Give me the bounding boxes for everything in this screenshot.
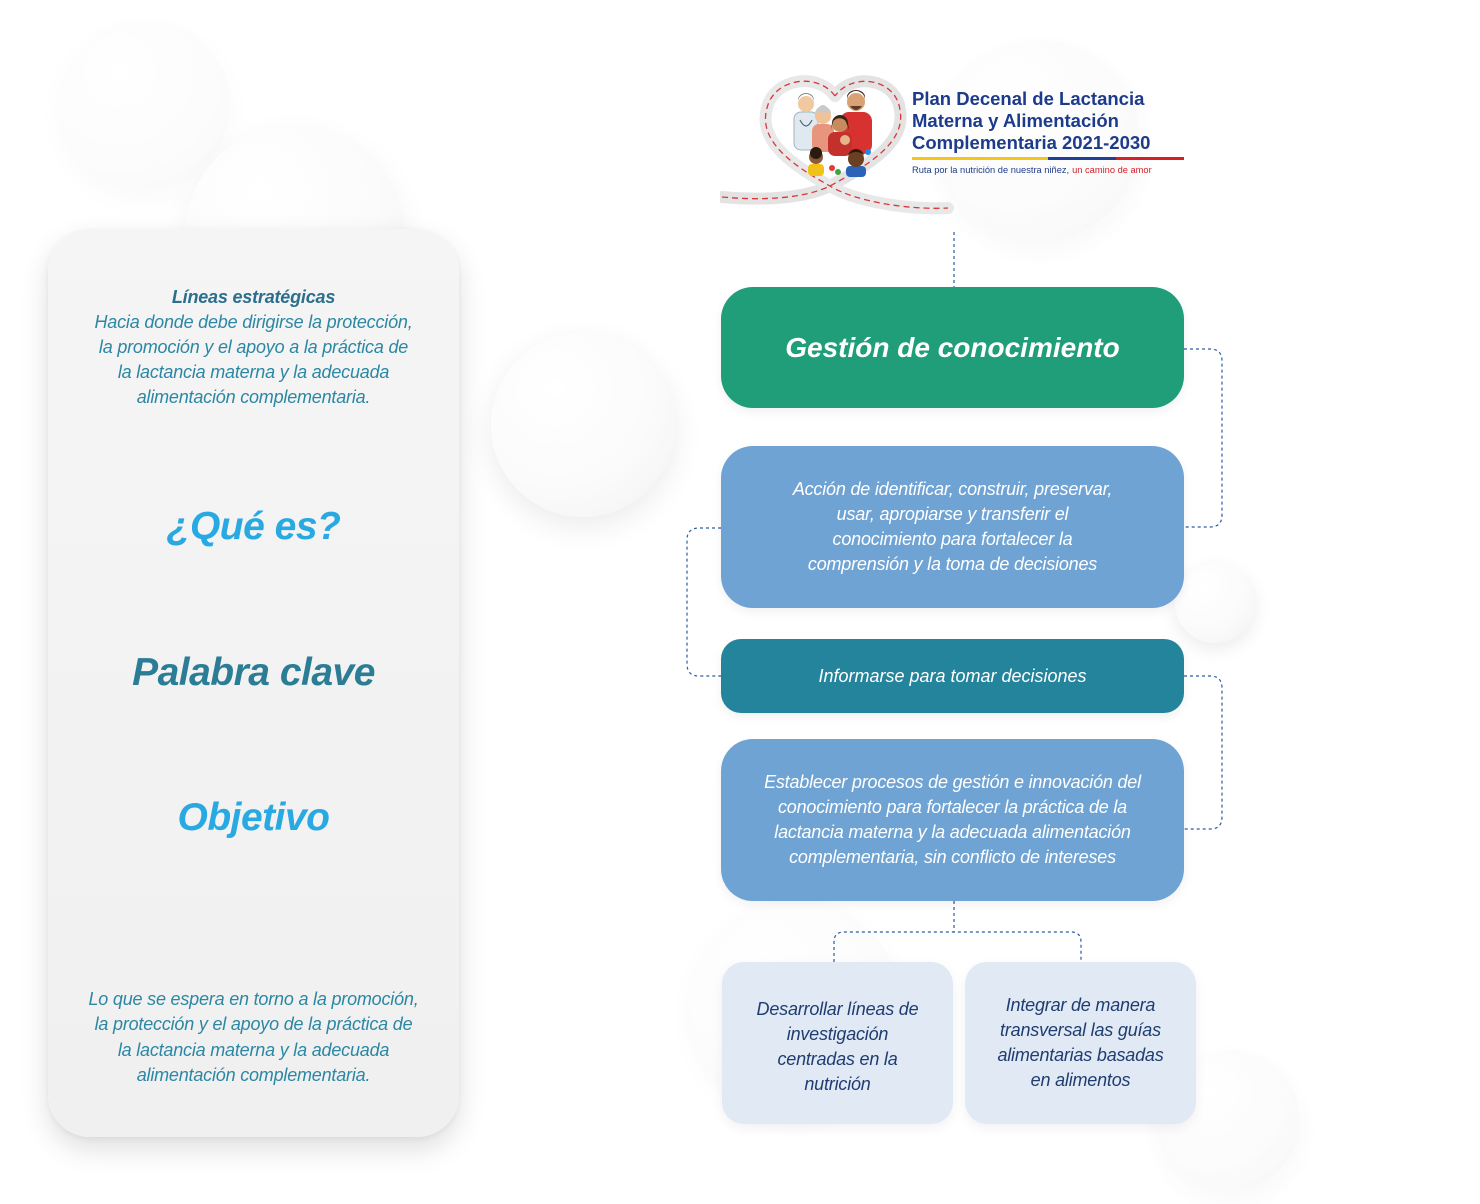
action-line: investigación [786, 1024, 889, 1044]
connector-definition-to-keyword [687, 528, 721, 676]
keyword-box [721, 639, 1184, 713]
keyword-text: Informarse para tomar decisiones [818, 665, 1087, 686]
tagline-highlight: un camino de amor [1072, 165, 1152, 175]
action-line: Integrar de manera [1005, 995, 1156, 1015]
definition-box [721, 446, 1184, 608]
logo-title-line: Plan Decenal de Lactancia [912, 88, 1145, 109]
definition-line: conocimiento para fortalecer la [832, 529, 1073, 549]
outro-line: alimentación complementaria. [136, 1065, 371, 1086]
strategic-line-box [721, 287, 1184, 408]
action-line: nutrición [804, 1074, 871, 1094]
action-line: alimentarias basadas [997, 1045, 1164, 1065]
action-line: Desarrollar líneas de [756, 999, 919, 1019]
intro-title: Líneas estratégicas [171, 287, 336, 307]
logo-title-word: Complementaria [912, 132, 1057, 153]
action-box-research [722, 962, 953, 1124]
action-line: transversal las guías [1000, 1020, 1161, 1040]
logo-title-line: Materna y Alimentación [912, 110, 1119, 131]
flag-red-stripe [1116, 157, 1184, 160]
outro-line: Lo que se espera en torno a la promoción, [88, 989, 419, 1009]
logo-years: 2021-2030 [1061, 132, 1151, 153]
flag-blue-stripe [1048, 157, 1116, 160]
outro-block [48, 987, 459, 1089]
outro-line: la lactancia materna y la adecuada [117, 1039, 390, 1060]
objetivo-heading: Objetivo [177, 796, 330, 839]
definition-line: comprensión y la toma de decisiones [807, 554, 1098, 574]
intro-line: la promoción y el apoyo a la práctica de [98, 337, 409, 357]
objective-line: Establecer procesos de gestión e innovación del [764, 772, 1141, 792]
flag-yellow-stripe [912, 157, 1048, 160]
action-box-food-guides [965, 962, 1196, 1124]
program-logo-text [912, 88, 1184, 176]
definition-line: usar, apropiarse y transferir el [836, 504, 1069, 524]
background-circle [1175, 563, 1255, 643]
connector-title-to-definition [1184, 349, 1222, 527]
objective-line: complementaria, sin conflicto de intereses [789, 847, 1116, 867]
definition-line: Acción de identificar, construir, preservar, [792, 479, 1113, 499]
strategic-line-title: Gestión de conocimiento [785, 331, 1120, 363]
objective-line: lactancia materna y la adecuada alimentación [774, 822, 1131, 842]
intro-block [48, 285, 459, 410]
objective-line: conocimiento para fortalecer la práctica de la [778, 797, 1127, 817]
connector-keyword-to-objective [1184, 676, 1222, 829]
family-illustration [794, 90, 872, 177]
objective-box [721, 739, 1184, 901]
intro-line: la lactancia materna y la adecuada [117, 362, 390, 382]
tagline-main: Ruta por la nutrición de nuestra niñez, [912, 165, 1070, 175]
logo-tagline [912, 164, 1184, 176]
outro-line: la protección y el apoyo de la práctica de [94, 1014, 413, 1035]
que-es-heading: ¿Qué es? [166, 505, 341, 548]
intro-line: Hacia donde debe dirigirse la protección, [94, 312, 413, 332]
intro-line: alimentación complementaria. [136, 387, 371, 407]
action-line: en alimentos [1030, 1070, 1131, 1090]
background-circle [491, 333, 675, 517]
background-circle [60, 20, 230, 190]
logo-title-line [912, 132, 1184, 154]
legend-panel [48, 229, 459, 1137]
palabra-clave-heading: Palabra clave [132, 651, 375, 694]
flag-color-bar [912, 157, 1184, 160]
action-line: centradas en la [777, 1049, 898, 1069]
